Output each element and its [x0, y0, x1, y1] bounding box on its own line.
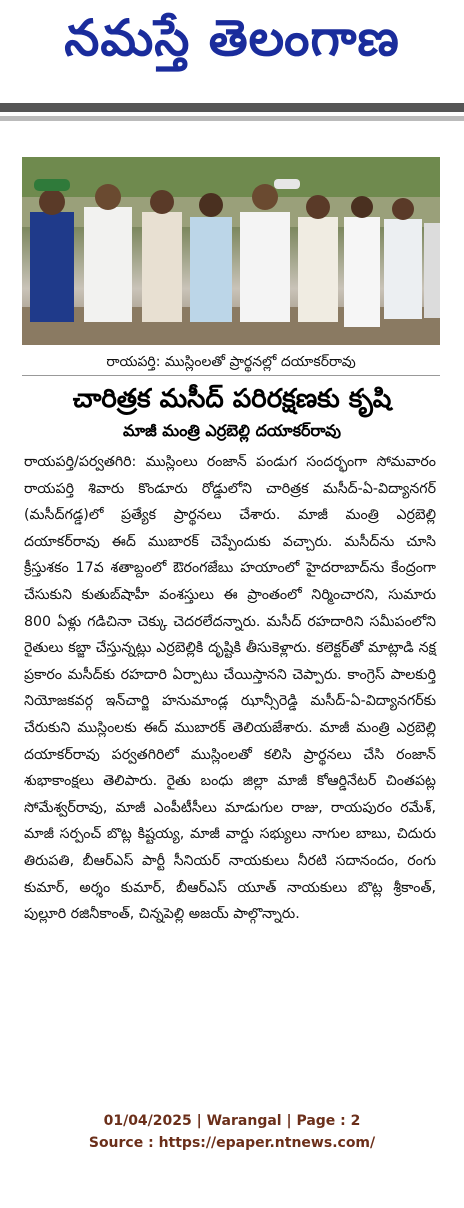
prayer-crowd-photo: [22, 157, 440, 345]
source-link[interactable]: Source : https://epaper.ntnews.com/: [88, 1135, 376, 1151]
news-clipping: [16, 143, 448, 1208]
masthead-divider-thin: [0, 116, 464, 121]
newspaper-logo: నమస్తే తెలంగాణ: [64, 9, 400, 67]
article-headline: చారిత్రక మసీద్ పరిరక్షణకు కృషి: [72, 384, 392, 414]
article-subheadline: మాజీ మంత్రి ఎర్రబెల్లి దయాకర్‌రావు: [122, 421, 342, 440]
article-paragraph: రాయపర్తి/పర్వతగిరి: ముస్లింలు రంజాన్ పండుగ సందర్భంగా సోమవారం రాయపర్తి శివారు కొండూరు రోడ్డులోని చారిత్రక మసీద్-ఏ-విద్యానగర్ (మసీద్‌గడ్డ)లో ప్రత్యేక ప్రార్థనలు చేశారు. మాజీ మంత్రి ఎర్రబెల్లి దయాకర్‌రావు ఈద్ ముబారక్ చెప్పేందుకు వచ్చారు. మసీద్‌ను చూసి క్రీస్తుశకం 17వ శతాబ్దంలో ఔరంగజేబు హయాంలో హైదరాబాద్‌ను కేంద్రంగా చేసుకుని కుతుబ్‌షాహీ వంశస్తులు ఈ ప్రాంతంలో నిర్మించారని, సుమారు 800 ఏళ్లు గడిచినా చెక్కు చెదరలేదన్నారు. మసీద్ రహదారిని సమీపంలోని రైతులు కబ్జా చేస్తున్నట్లు ఎర్రబెల్లికి దృష్టికి తీసుకెళ్లారు. కలెక్టర్‌తో మాట్లాడి నక్ష ప్రకారం మసీద్‌కు రహదారి ఏర్పాటు చేయిస్తానని చెప్పారు. కాంగ్రెస్ పాలకుర్తి నియోజకవర్గ ఇన్‌చార్జి హనుమాండ్ల ఝాన్సీరెడ్డి మసీద్-ఏ-విద్యానగర్‌కు చేరుకుని ముస్లింలకు ఈద్ ముబారక్ తెలియజేశారు. మాజీ మంత్రి ఎర్రబెల్లి దయాకర్‌రావు పర్వతగిరిలో ముస్లింలతో కలిసి ప్రార్థనలు చేసి రంజాన్ శుభాకాంక్షలు తెలిపారు. రైతు బంధు జిల్లా మాజీ కోఆర్డినేటర్ చింతపట్ల సోమేశ్వర్‌రావు, మాజీ ఎంపీటీసీలు మాడుగుల రాజు, రాయపురం రమేశ్, మాజీ సర్పంచ్ బొట్ల కిష్టయ్య, మాజీ వార్డు సభ్యులు నాగుల బాబు, చిదురు తిరుపతి, బీఆర్‌ఎస్ పార్టీ సీనియర్ నాయకులు నీరటి సదానందం, రంగు కుమార్, అర్శం కుమార్, బీఆర్‌ఎస్ యూత్ నాయకులు బొట్ల శ్రీకాంత్, పుల్లూరి రజినీకాంత్, చిన్నపెల్లి అజయ్ పాల్గొన్నారు.: [24, 454, 436, 923]
dateline: 01/04/2025 | Warangal | Page : 2: [103, 1113, 361, 1129]
article-body: [24, 449, 436, 928]
masthead-divider: [0, 103, 464, 112]
masthead: [0, 0, 464, 100]
photo-caption: రాయపర్తి: ముస్లింలతో ప్రార్థనల్లో దయాకర్‌రావు: [22, 349, 440, 376]
article-photo: [22, 157, 440, 345]
page-footer: [0, 1110, 464, 1154]
